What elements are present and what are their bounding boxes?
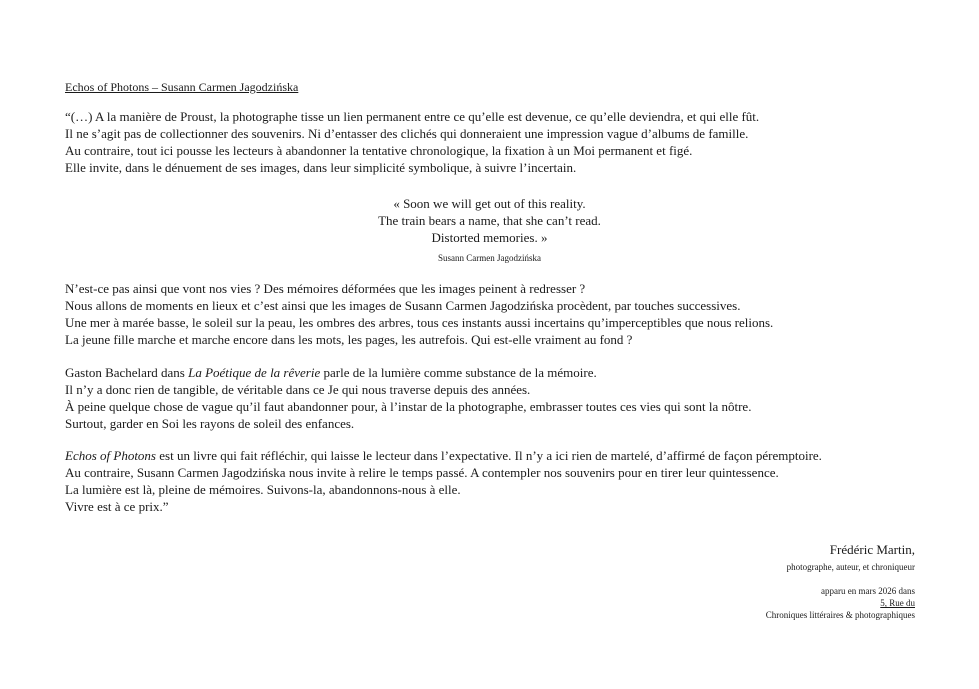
paragraph-line: À peine quelque chose de vague qu’il faut abandonner pour, à l’instar de la photographe, embrasser toutes ces vies qui sont la nôtre. xyxy=(65,399,752,414)
intro-paragraph xyxy=(65,108,759,176)
paragraph-line: Surtout, garder en Soi les rayons de soleil des enfances. xyxy=(65,416,355,431)
signature-block xyxy=(787,542,915,573)
publication-link[interactable]: 5, Rue du xyxy=(880,598,915,608)
publication-date: apparu en mars 2026 dans xyxy=(821,586,915,596)
paragraph-line xyxy=(65,364,751,381)
intro-line: Au contraire, tout ici pousse les lecteurs à abandonner la tentative chronologique, la fixation à un Moi permanent et figé. xyxy=(65,143,693,158)
intro-line: Elle invite, dans le dénuement de ses images, dans leur simplicité symbolique, à suivre l’incertain. xyxy=(65,160,577,175)
quote-author: Susann Carmen Jagodzińska xyxy=(438,253,541,263)
quote-line: Distorted memories. » xyxy=(431,230,548,245)
paragraph-line: N’est-ce pas ainsi que vont nos vies ? Des mémoires déformées que les images peinent à redresser ? xyxy=(65,281,586,296)
paragraph-line: Il n’y a donc rien de tangible, de véritable dans ce Je qui nous traverse depuis des années. xyxy=(65,382,531,397)
text-segment: parle de la lumière comme substance de la mémoire. xyxy=(320,365,597,380)
quote-block xyxy=(0,195,979,246)
publication-name: Chroniques littéraires & photographiques xyxy=(765,610,915,620)
document-title: Echos of Photons – Susann Carmen Jagodzińska xyxy=(65,80,299,94)
publication-info xyxy=(766,585,915,621)
paragraph-four xyxy=(65,447,822,515)
paragraph-line: La lumière est là, pleine de mémoires. Suivons-la, abandonnons-nous à elle. xyxy=(65,482,461,497)
paragraph-two xyxy=(65,280,773,348)
author-role: photographe, auteur, et chroniqueur xyxy=(786,562,915,572)
text-segment: Gaston Bachelard dans xyxy=(65,365,189,380)
paragraph-line: La jeune fille marche et marche encore dans les mots, les pages, les autrefois. Qui est-elle vraiment au fond ? xyxy=(65,332,633,347)
author-name: Frédéric Martin, xyxy=(829,542,915,557)
paragraph-line: Au contraire, Susann Carmen Jagodzińska nous invite à relire le temps passé. A contempler nos souvenirs pour en tirer leur quintessence. xyxy=(65,465,779,480)
quote-line: « Soon we will get out of this reality. xyxy=(393,196,586,211)
intro-line: “(…) A la manière de Proust, la photographe tisse un lien permanent entre ce qu’elle est devenue, ce qu’elle deviendra, et qui elle fût. xyxy=(65,109,760,124)
intro-line: Il ne s’agit pas de collectionner des souvenirs. Ni d’entasser des clichés qui donneraient une impression vague d’albums de famille. xyxy=(65,126,749,141)
paragraph-line: Nous allons de moments en lieux et c’est ainsi que les images de Susann Carmen Jagodzińska procèdent, par touches successives. xyxy=(65,298,741,313)
paragraph-three xyxy=(65,364,751,432)
quote-line: The train bears a name, that she can’t read. xyxy=(378,213,601,228)
book-title-italic: La Poétique de la rêverie xyxy=(188,365,321,380)
book-title-italic: Echos of Photons xyxy=(65,448,156,463)
paragraph-line: Vivre est à ce prix.” xyxy=(65,499,169,514)
paragraph-line xyxy=(65,447,822,464)
text-segment: est un livre qui fait réfléchir, qui laisse le lecteur dans l’expectative. Il n’y a ici rien de martelé, d’affirmé de façon péremptoire. xyxy=(156,448,822,463)
paragraph-line: Une mer à marée basse, le soleil sur la peau, les ombres des arbres, tous ces instants aussi incertains qu’imperceptibles que nous relions. xyxy=(65,315,774,330)
